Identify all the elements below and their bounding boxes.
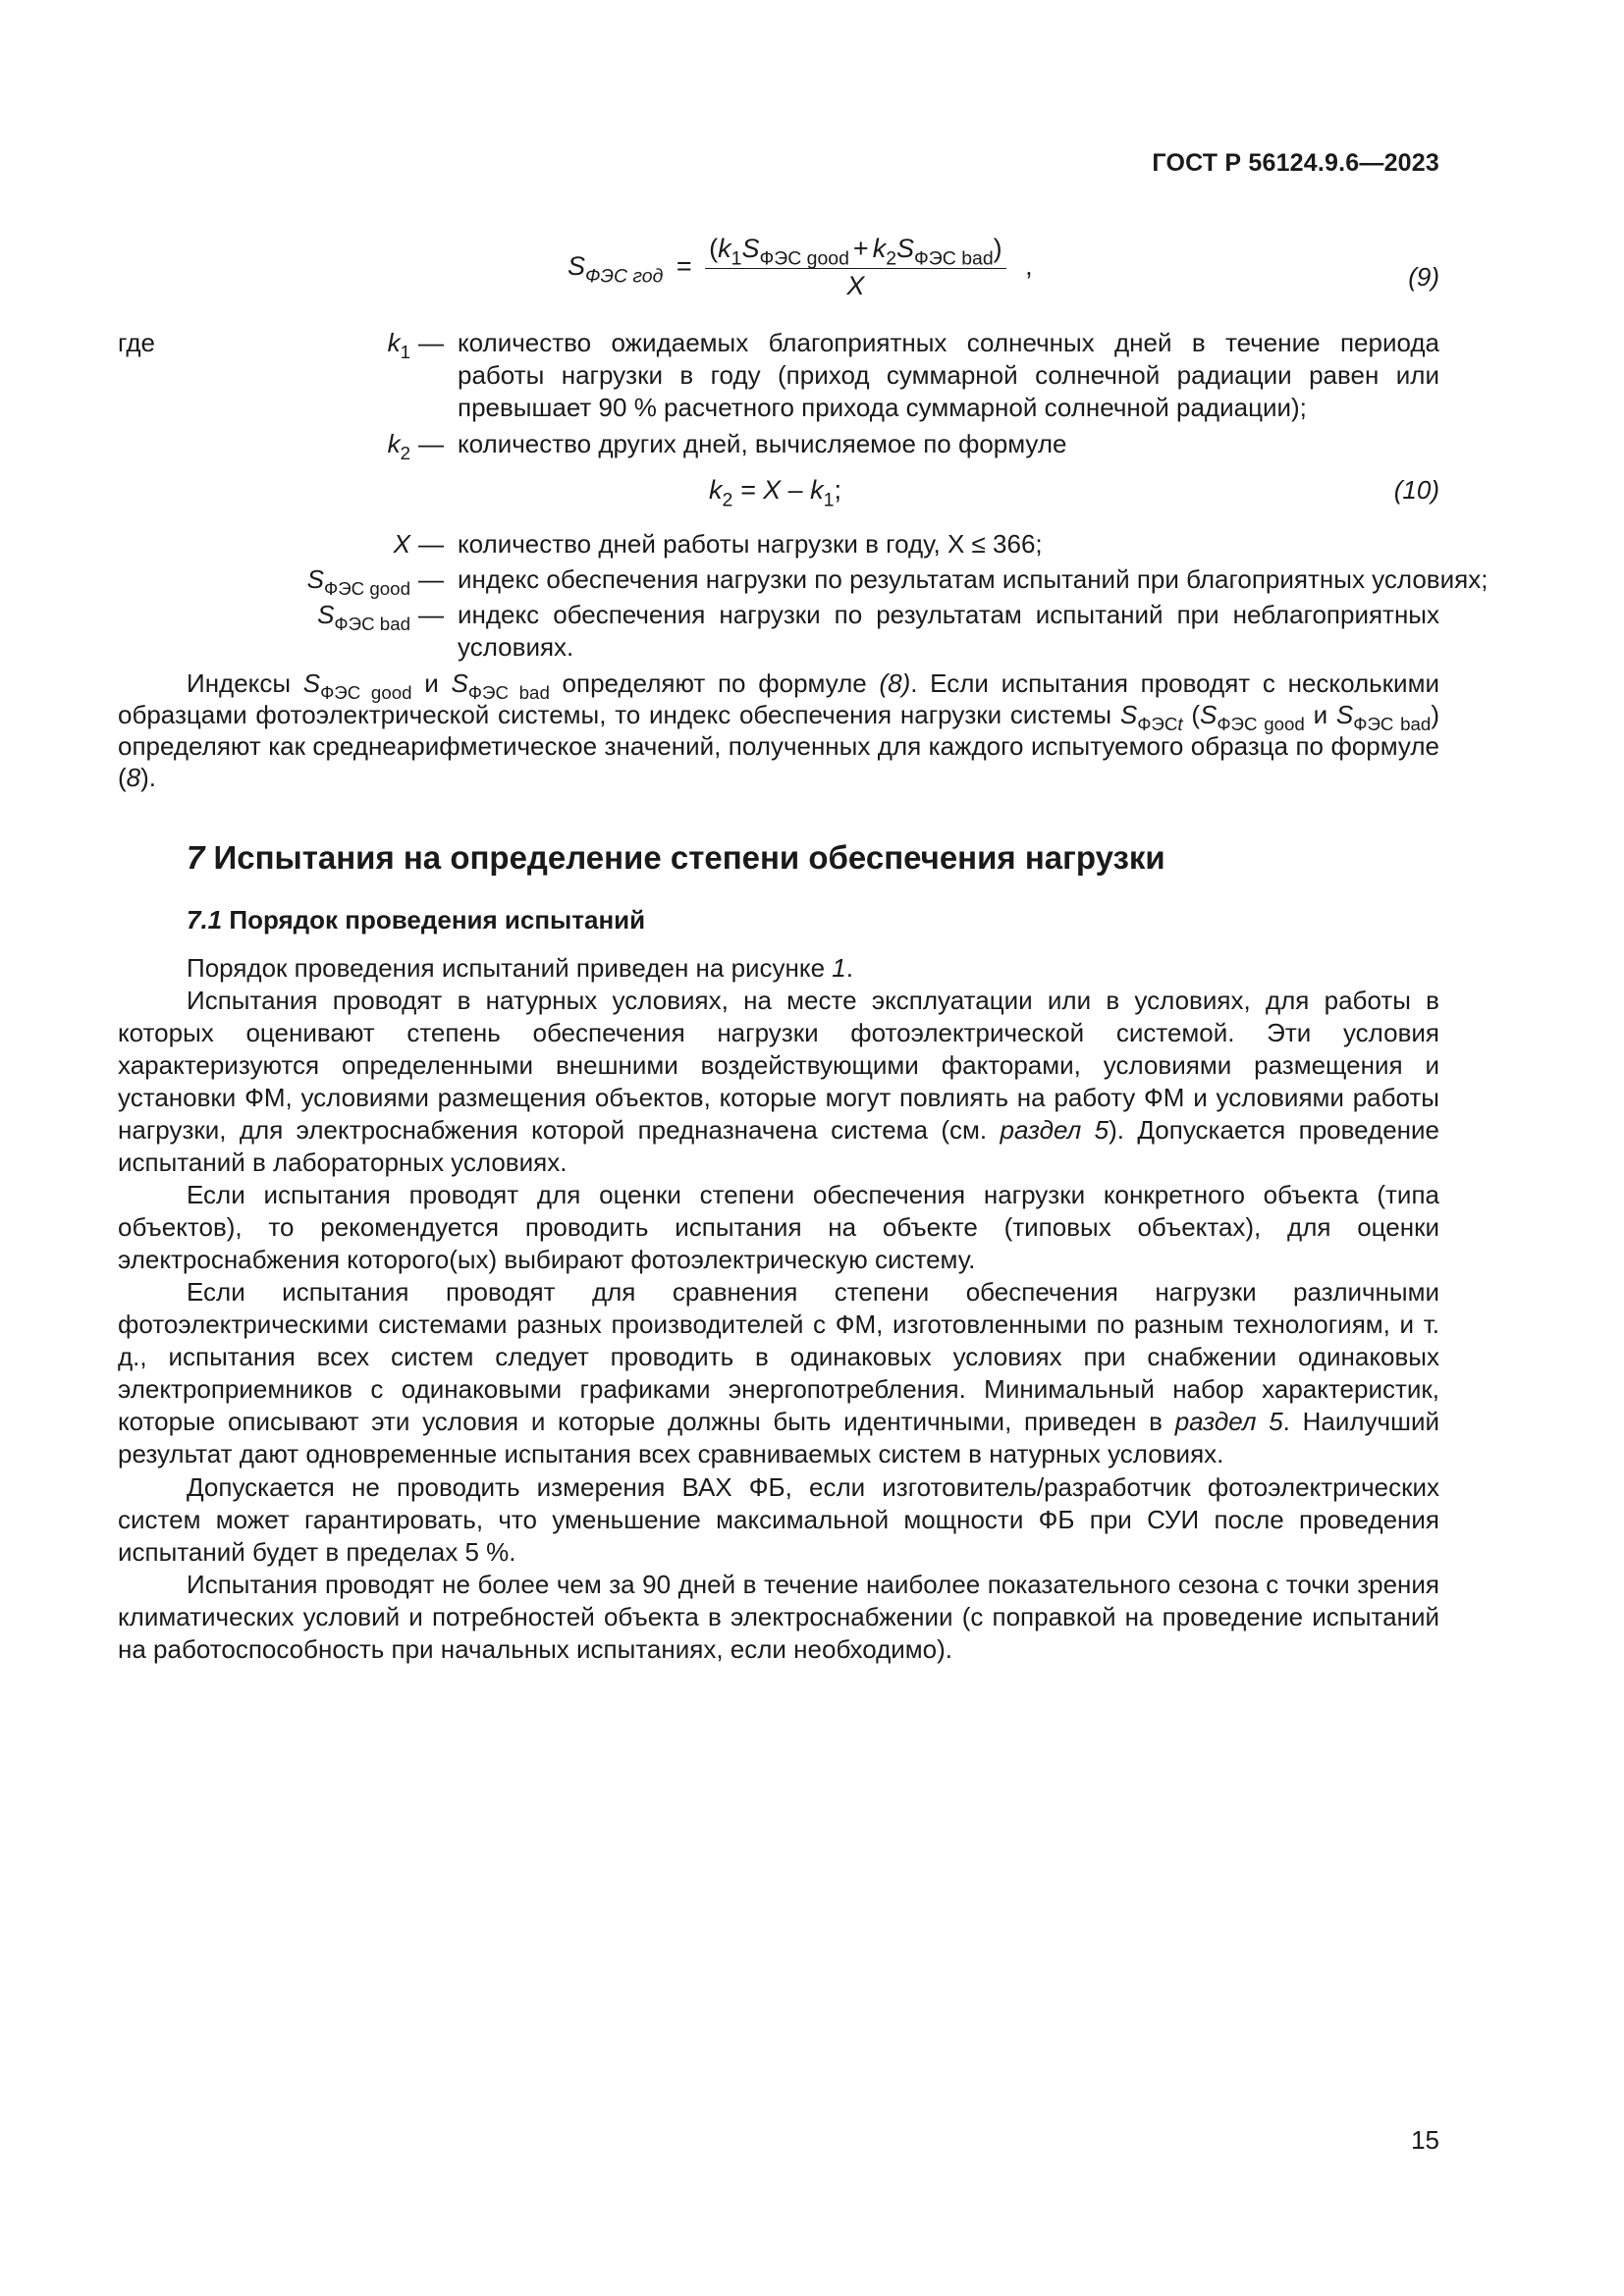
body-paragraph-6: Испытания проводят не более чем за 90 дней в течение наиболее показательного сезона с точки зрения климатических условий и потребностей объекта в электроснабжении (с поправкой на проведение испытаний на работоспособность при начальных испытаниях, если необходимо). <box>118 1570 1439 1664</box>
where-label: где <box>118 328 155 357</box>
definition-text: индекс обеспечения нагрузки по результатам испытаний при неблагоприятных условиях. <box>458 600 1439 662</box>
body-paragraph-1: Порядок проведения испытаний приведен на рисунке 1. <box>187 953 853 983</box>
subsection-7-1-heading: 7.1 Порядок проведения испытаний <box>187 905 646 934</box>
definition-text: количество ожидаемых благоприятных солнечных дней в течение периода работы нагрузки в году (приход суммарной солнечной радиации равен или превышает 90 % расчетного прихода суммарной солнечной радиации); <box>458 328 1439 422</box>
formula-10: $k_2 = X - k_1$; <box>709 475 841 511</box>
definition-s-good: $S_{ФЭС good}$ — индекс обеспечения нагрузки по результатам испытаний при благоприятных условиях; <box>306 564 1489 600</box>
formula-9: $S_{ФЭС год}$ = $\frac{(k_1S_{ФЭС good} + k_2S_{ФЭС bad})}{X}$ , <box>568 234 1033 300</box>
definition-text: количество дней работы нагрузки в году, X ≤ 366; <box>458 529 1043 559</box>
definition-k2: $k_2$ — количество других дней, вычисляемое по формуле <box>118 428 1439 461</box>
section-7-heading: 7 Испытания на определение степени обеспечения нагрузки <box>187 839 1165 876</box>
formula-9-numerator: $(k_1S_{ФЭС good} + k_2S_{ФЭС bad})$ <box>705 234 1006 269</box>
formula-9-lhs: $S_{ФЭС год}$ <box>568 250 664 287</box>
body-paragraph-5: Допускается не проводить измерения ВАХ ФБ, если изготовитель/разработчик фотоэлектрических систем может гарантировать, что уменьшение максимальной мощности ФБ при СУИ после проведения испытаний будет в пределах 5 %. <box>118 1472 1439 1567</box>
formula-9-denominator: X <box>846 271 865 300</box>
formula-9-fraction <box>705 234 1006 301</box>
body-paragraph-4: Если испытания проводят для сравнения степени обеспечения нагрузки различными фотоэлектрическими системами разных производителей с ФМ, изготовленными по разным технологиям, и т. д., испытания всех систем следует проводить в одинаковых условиях при снабжении одинаковых электроприемников с одинаковыми графиками энергопотребления. Минимальный набор характеристик, которые описывают эти условия и которые должны быть идентичными, приведен в раздел 5. Наилучший результат дают одновременные испытания всех сравниваемых систем в натурных условиях. <box>118 1277 1439 1468</box>
body-paragraph-2: Испытания проводят в натурных условиях, на месте эксплуатации или в условиях, для работы в которых оценивают степень обеспечения нагрузки фотоэлектрической системой. Эти условия характеризуются определенными внешними воздействующими факторами, условиями размещения и установки ФМ, условиями размещения объектов, которые могут повлиять на работу ФМ и условиями работы нагрузки, для электроснабжения которой предназначена система (см. раздел 5). Допускается проведение испытаний в лабораторных условиях. <box>118 986 1440 1177</box>
definition-text: индекс обеспечения нагрузки по результатам испытаний при благоприятных условиях; <box>458 564 1489 594</box>
standard-code-header: ГОСТ Р 56124.9.6—2023 <box>1152 149 1439 177</box>
definition-x: X — количество дней работы нагрузки в году, X ≤ 366; <box>118 528 1439 561</box>
formula-10-number: (10) <box>1393 475 1439 505</box>
definition-k1: где $k_1$ — количество ожидаемых благоприятных солнечных дней в течение периода работы нагрузки в году (приход суммарной солнечной радиации равен или превышает 90 % расчетного прихода суммарной солнечной радиации); <box>118 328 1439 422</box>
body-paragraph-3: Если испытания проводят для оценки степени обеспечения нагрузки конкретного объекта (типа объектов), то рекомендуется проводить испытания на объекте (типовых объектах), для оценки электроснабжения которого(ых) выбирают фотоэлектрическую систему. <box>118 1180 1439 1274</box>
definition-symbol: $S_{ФЭС good}$ <box>306 564 410 600</box>
definition-text: количество других дней, вычисляемое по формуле <box>458 429 1067 458</box>
definition-symbol: $k_2$ <box>387 429 410 464</box>
definition-symbol: $k_1$ <box>387 328 410 363</box>
definition-s-bad: $S_{ФЭС bad}$ — индекс обеспечения нагрузки по результатам испытаний при неблагоприятных условиях. <box>317 600 1439 662</box>
page-number: 15 <box>1411 2125 1439 2155</box>
index-paragraph: Индексы $S_{ФЭС good}$ и $S_{ФЭС bad}$ определяют по формуле (8). Если испытания проводят с несколькими образцами фотоэлектрической системы, то индекс обеспечения нагрузки системы $S_{ФЭСt}$ ($S_{ФЭС good}$ и $S_{ФЭС bad}$) определяют как среднеарифметическое значений, полученных для каждого испытуемого образца по формуле (8). <box>118 668 1439 792</box>
definition-symbol: X <box>393 529 410 559</box>
formula-9-number: (9) <box>1408 262 1439 292</box>
definition-symbol: $S_{ФЭС bad}$ <box>317 600 410 635</box>
